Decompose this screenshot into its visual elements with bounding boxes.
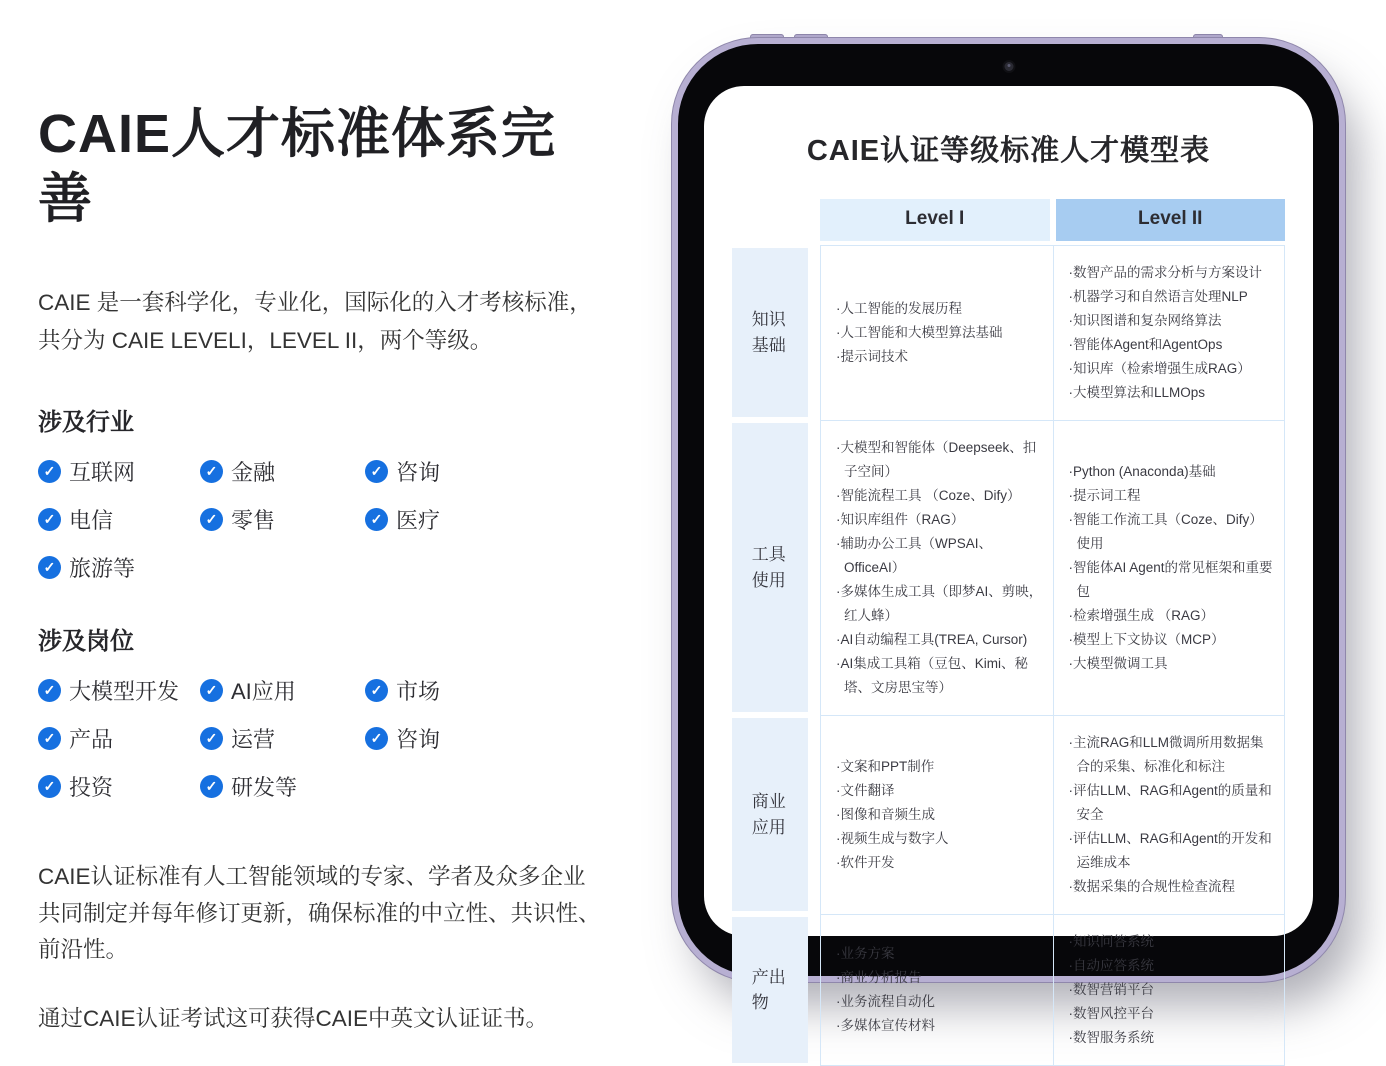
list-item: ·知识库（检索增强生成RAG） xyxy=(1068,361,1251,377)
standards-paragraph: CAIE认证标准有人工智能领域的专家、学者及众多企业共同制定并每年修订更新，确保标准的中立性、共识性、前沿性。 xyxy=(38,864,601,963)
row-label-cell xyxy=(732,715,820,914)
check-item xyxy=(38,771,200,801)
row-label: 知识基础 xyxy=(732,248,808,417)
list-item: ·文案和PPT制作 xyxy=(836,759,935,775)
row-label: 商业应用 xyxy=(732,718,808,911)
check-item xyxy=(38,723,200,753)
section-heading-positions: 涉及岗位 xyxy=(38,628,134,656)
check-icon: ✓ xyxy=(200,508,223,531)
list-item: ·软件开发 xyxy=(836,855,895,871)
row-label-cell xyxy=(732,245,820,420)
certificate-paragraph: 通过CAIE认证考试这可获得CAIE中英文认证证书。 xyxy=(38,1005,549,1031)
check-item xyxy=(200,723,365,753)
list-item: ·模型上下文协议（MCP） xyxy=(1068,632,1225,648)
level2-cell xyxy=(1053,715,1286,914)
check-item-label: 咨询 xyxy=(396,726,441,752)
check-item-label: 零售 xyxy=(231,507,276,533)
list-item: ·业务方案 xyxy=(836,946,895,962)
list-item: ·AI集成工具箱（豆包、Kimi、秘塔、文房思宝等） xyxy=(836,656,1028,696)
list-item: ·自动应答系统 xyxy=(1068,958,1154,974)
check-item xyxy=(38,675,200,705)
level1-cell xyxy=(820,245,1053,420)
tablet-screen xyxy=(704,86,1313,1046)
check-item xyxy=(365,456,603,486)
check-item-label: 大模型开发 xyxy=(69,678,180,704)
check-icon: ✓ xyxy=(38,508,61,531)
check-icon: ✓ xyxy=(38,679,61,702)
check-item xyxy=(365,675,603,705)
row-label-cell xyxy=(732,914,820,1066)
tablet-mockup xyxy=(672,38,1345,1046)
check-item-label: 互联网 xyxy=(69,459,136,485)
tablet-frame xyxy=(672,38,1345,1046)
left-panel xyxy=(38,0,603,1037)
check-item-label: 旅游等 xyxy=(69,555,136,581)
list-item: ·智能工作流工具（Coze、Dify）使用 xyxy=(1068,512,1263,552)
list-item: ·辅助办公工具（WPSAI、OfficeAI） xyxy=(836,536,993,576)
level2-column-header: Level II xyxy=(1056,199,1286,241)
level1-cell xyxy=(820,914,1053,1066)
check-icon: ✓ xyxy=(38,556,61,579)
check-item-label: 医疗 xyxy=(396,507,441,533)
list-item: ·大模型微调工具 xyxy=(1068,656,1168,672)
check-item xyxy=(365,723,603,753)
check-icon: ✓ xyxy=(365,679,388,702)
check-icon: ✓ xyxy=(38,727,61,750)
check-item xyxy=(365,504,603,534)
level1-cell xyxy=(820,715,1053,914)
check-icon: ✓ xyxy=(200,460,223,483)
list-item: ·智能体AI Agent的常见框架和重要包 xyxy=(1068,560,1273,600)
list-item: ·数智风控平台 xyxy=(1068,1006,1154,1022)
check-item xyxy=(38,552,200,582)
check-icon: ✓ xyxy=(200,727,223,750)
list-item: ·评估LLM、RAG和Agent的开发和运维成本 xyxy=(1068,831,1272,871)
list-item: ·AI自动编程工具(TREA, Cursor) xyxy=(836,632,1028,648)
list-item: ·数智产品的需求分析与方案设计 xyxy=(1068,265,1262,280)
check-item xyxy=(200,504,365,534)
list-item: ·主流RAG和LLM微调所用数据集合的采集、标准化和标注 xyxy=(1068,735,1264,775)
check-icon: ✓ xyxy=(38,775,61,798)
intro-paragraph: CAIE 是一套科学化，专业化，国际化的入才考核标准，共分为 CAIE LEVELI，LEVEL II，两个等级。 xyxy=(38,289,592,354)
check-item xyxy=(38,456,200,486)
list-item: ·提示词技术 xyxy=(836,349,908,365)
check-item xyxy=(200,771,365,801)
list-item: ·大模型算法和LLMOps xyxy=(1068,385,1206,401)
list-item: ·大模型和智能体（Deepseek、扣子空间） xyxy=(836,440,1037,480)
model-table xyxy=(732,199,1285,1066)
check-item-label: 金融 xyxy=(231,459,276,485)
level1-cell xyxy=(820,420,1053,715)
row-label-cell xyxy=(732,420,820,715)
list-item: ·多媒体生成工具（即梦AI、剪映，红人蜂） xyxy=(836,584,1043,624)
check-icon: ✓ xyxy=(365,727,388,750)
level2-cell xyxy=(1053,914,1286,1066)
camera-icon xyxy=(1004,62,1013,71)
list-item: ·文件翻译 xyxy=(836,783,895,799)
check-item-label: 投资 xyxy=(69,774,114,800)
check-item-label: 运营 xyxy=(231,726,276,752)
check-item xyxy=(38,504,200,534)
level2-cell xyxy=(1053,245,1286,420)
list-item: ·人工智能和大模型算法基础 xyxy=(836,325,1003,341)
check-icon: ✓ xyxy=(365,508,388,531)
list-item: ·数智营销平台 xyxy=(1068,982,1154,998)
row-label: 工具使用 xyxy=(732,423,808,712)
check-icon: ✓ xyxy=(200,775,223,798)
list-item: ·人工智能的发展历程 xyxy=(836,301,962,317)
list-item: ·提示词工程 xyxy=(1068,488,1141,504)
list-item: ·知识库组件（RAG） xyxy=(836,512,965,528)
list-item: ·数智服务系统 xyxy=(1068,1030,1154,1046)
check-item-label: 市场 xyxy=(396,678,441,704)
list-item: ·智能流程工具 （Coze、Dify） xyxy=(836,488,1021,504)
industries-grid xyxy=(38,456,603,582)
check-item-label: 咨询 xyxy=(396,459,441,485)
check-item xyxy=(200,675,365,705)
section-heading-industries: 涉及行业 xyxy=(38,408,134,436)
check-item-label: 研发等 xyxy=(231,774,298,800)
check-icon: ✓ xyxy=(38,460,61,483)
list-item: ·智能体Agent和AgentOps xyxy=(1068,337,1223,353)
check-icon: ✓ xyxy=(365,460,388,483)
list-item: ·多媒体宣传材料 xyxy=(836,1018,935,1034)
list-item: ·评估LLM、RAG和Agent的质量和安全 xyxy=(1068,783,1272,823)
list-item: ·业务流程自动化 xyxy=(836,994,935,1010)
list-item: ·检索增强生成 （RAG） xyxy=(1068,608,1215,624)
list-item: ·机器学习和自然语言处理NLP xyxy=(1068,289,1248,305)
row-label: 产出物 xyxy=(732,917,808,1063)
page-title: CAIE人才标准体系完善 xyxy=(38,104,557,229)
list-item: ·知识问答系统 xyxy=(1068,934,1154,950)
level2-cell xyxy=(1053,420,1286,715)
check-item-label: AI应用 xyxy=(231,678,296,704)
check-item-label: 产品 xyxy=(69,726,114,752)
positions-grid xyxy=(38,675,603,801)
list-item: ·数据采集的合规性检查流程 xyxy=(1068,879,1235,895)
model-table-title: CAIE认证等级标准人才模型表 xyxy=(806,135,1211,167)
check-icon: ✓ xyxy=(200,679,223,702)
check-item-label: 电信 xyxy=(69,507,114,533)
list-item: ·Python (Anaconda)基础 xyxy=(1068,464,1216,480)
list-item: ·知识图谱和复杂网络算法 xyxy=(1068,313,1222,329)
list-item: ·视频生成与数字人 xyxy=(836,831,949,847)
level1-column-header: Level I xyxy=(820,199,1050,241)
list-item: ·商业分析报告 xyxy=(836,970,922,986)
list-item: ·图像和音频生成 xyxy=(836,807,935,823)
check-item xyxy=(200,456,365,486)
